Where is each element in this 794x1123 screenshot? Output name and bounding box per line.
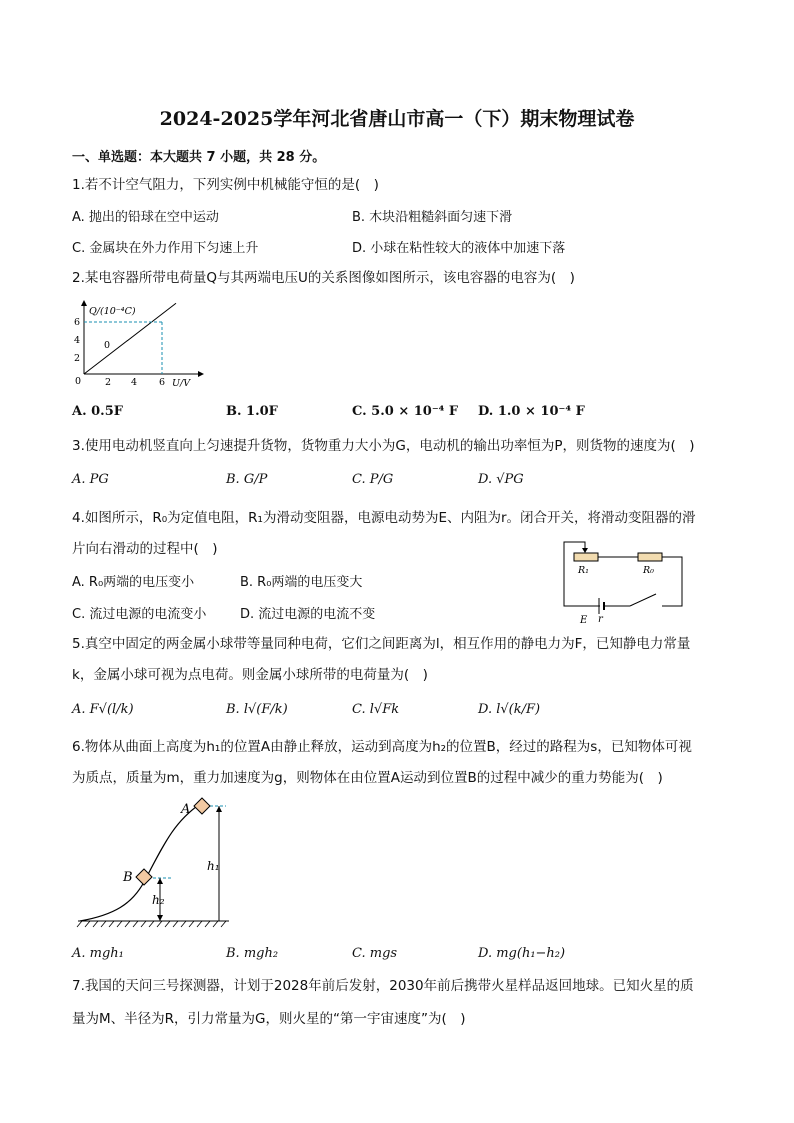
question-6-stem-line1: 6.物体从曲面上高度为h₁的位置A由静止释放，运动到高度为h₂的位置B，经过的路程为s，已知物体可视	[72, 739, 692, 755]
y-tick-label: 2	[74, 353, 81, 364]
block-a	[194, 798, 210, 814]
x-tick-label: 0	[75, 376, 82, 387]
question-5-stem-line2: k，金属小球可视为点电荷。则金属小球所带的电荷量为( )	[72, 667, 428, 683]
curved-surface	[80, 804, 200, 921]
q6-option-c[interactable]: C. mgs	[352, 946, 398, 961]
point-a-label: A	[181, 802, 191, 817]
x-tick-label: 4	[131, 377, 138, 388]
q-u-graph	[70, 300, 210, 392]
question-2-stem: 2.某电容器所带电荷量Q与其两端电压U的关系图像如图所示，该电容器的电容为( )	[72, 270, 575, 286]
q2-option-b[interactable]: B. 1.0F	[226, 404, 278, 419]
q4-option-b[interactable]: B. R₀两端的电压变大	[240, 575, 363, 590]
q4-option-d[interactable]: D. 流过电源的电流不变	[240, 607, 376, 622]
q4-option-c[interactable]: C. 流过电源的电流变小	[72, 607, 207, 622]
question-5-stem-line1: 5.真空中固定的两金属小球带等量同种电荷，它们之间距离为l，相互作用的静电力为F，已知静电力常量	[72, 636, 691, 652]
ground-hatching	[77, 921, 226, 927]
q6-option-d[interactable]: D. mg(h₁−h₂)	[478, 946, 566, 961]
q5-option-b[interactable]: B. l√(F/k)	[226, 702, 288, 717]
q3-option-a[interactable]: A. PG	[72, 472, 109, 487]
question-7-stem-line2: 量为M、半径为R，引力常量为G，则火星的“第一宇宙速度”为( )	[72, 1011, 466, 1027]
curved-surface-diagram	[74, 794, 236, 934]
x-axis-label: U/V	[172, 378, 191, 389]
point-b-label: B	[123, 870, 133, 885]
x-tick-label: 6	[159, 377, 166, 388]
q5-option-d[interactable]: D. l√(k/F)	[478, 702, 541, 717]
r0-label: R₀	[643, 565, 654, 576]
y-tick-label: 6	[74, 317, 81, 328]
q2-option-a[interactable]: A. 0.5F	[72, 404, 123, 419]
emf-label: E	[580, 615, 588, 626]
q5-option-a[interactable]: A. F√(l/k)	[72, 702, 134, 717]
q1-option-b[interactable]: B. 木块沿粗糙斜面匀速下滑	[352, 210, 513, 225]
circuit-diagram	[558, 538, 692, 628]
internal-r-label: r	[598, 614, 603, 625]
q4-option-a[interactable]: A. R₀两端的电压变小	[72, 575, 195, 590]
y-axis-label: Q/(10⁻⁴C)	[89, 306, 136, 317]
q1-option-a[interactable]: A. 抛出的铅球在空中运动	[72, 210, 219, 225]
question-1-stem: 1.若不计空气阻力，下列实例中机械能守恒的是( )	[72, 177, 379, 193]
q3-option-c[interactable]: C. P/G	[352, 472, 394, 487]
graph-inner-label: 0	[104, 340, 111, 351]
h1-label: h₁	[207, 859, 220, 873]
h2-label: h₂	[152, 893, 165, 907]
r1-label: R₁	[578, 565, 589, 576]
section-heading: 一、单选题：本大题共 7 小题，共 28 分。	[72, 150, 326, 165]
q3-option-d[interactable]: D. √PG	[478, 472, 524, 487]
question-3-stem: 3.使用电动机竖直向上匀速提升货物，货物重力大小为G，电动机的输出功率恒为P，则货物的速度为( )	[72, 438, 695, 454]
page-title: 2024-2025学年河北省唐山市高一（下）期末物理试卷	[159, 108, 635, 130]
question-4-stem-line2: 片向右滑动的过程中( )	[72, 541, 218, 557]
y-tick-label: 4	[74, 335, 81, 346]
q6-option-b[interactable]: B. mgh₂	[226, 946, 279, 961]
q1-option-c[interactable]: C. 金属块在外力作用下匀速上升	[72, 241, 259, 256]
q1-option-d[interactable]: D. 小球在粘性较大的液体中加速下落	[352, 241, 566, 256]
q3-option-b[interactable]: B. G/P	[226, 472, 268, 487]
q6-option-a[interactable]: A. mgh₁	[72, 946, 124, 961]
x-tick-label: 2	[105, 377, 112, 388]
q2-option-c[interactable]: C. 5.0 × 10⁻⁴ F	[352, 404, 459, 419]
question-4-stem-line1: 4.如图所示，R₀为定值电阻，R₁为滑动变阻器，电源电动势为E、内阻为r。闭合开关，将滑动变阻器的滑	[72, 510, 696, 526]
rheostat-r1	[574, 553, 598, 561]
q2-option-d[interactable]: D. 1.0 × 10⁻⁴ F	[478, 404, 585, 419]
q5-option-c[interactable]: C. l√Fk	[352, 702, 400, 717]
resistor-r0	[638, 553, 662, 561]
question-6-stem-line2: 为质点，质量为m，重力加速度为g，则物体在由位置A运动到位置B的过程中减少的重力势能为( )	[72, 770, 663, 786]
question-7-stem-line1: 7.我国的天问三号探测器，计划于2028年前后发射，2030年前后携带火星样品返回地球。已知火星的质	[72, 978, 694, 994]
